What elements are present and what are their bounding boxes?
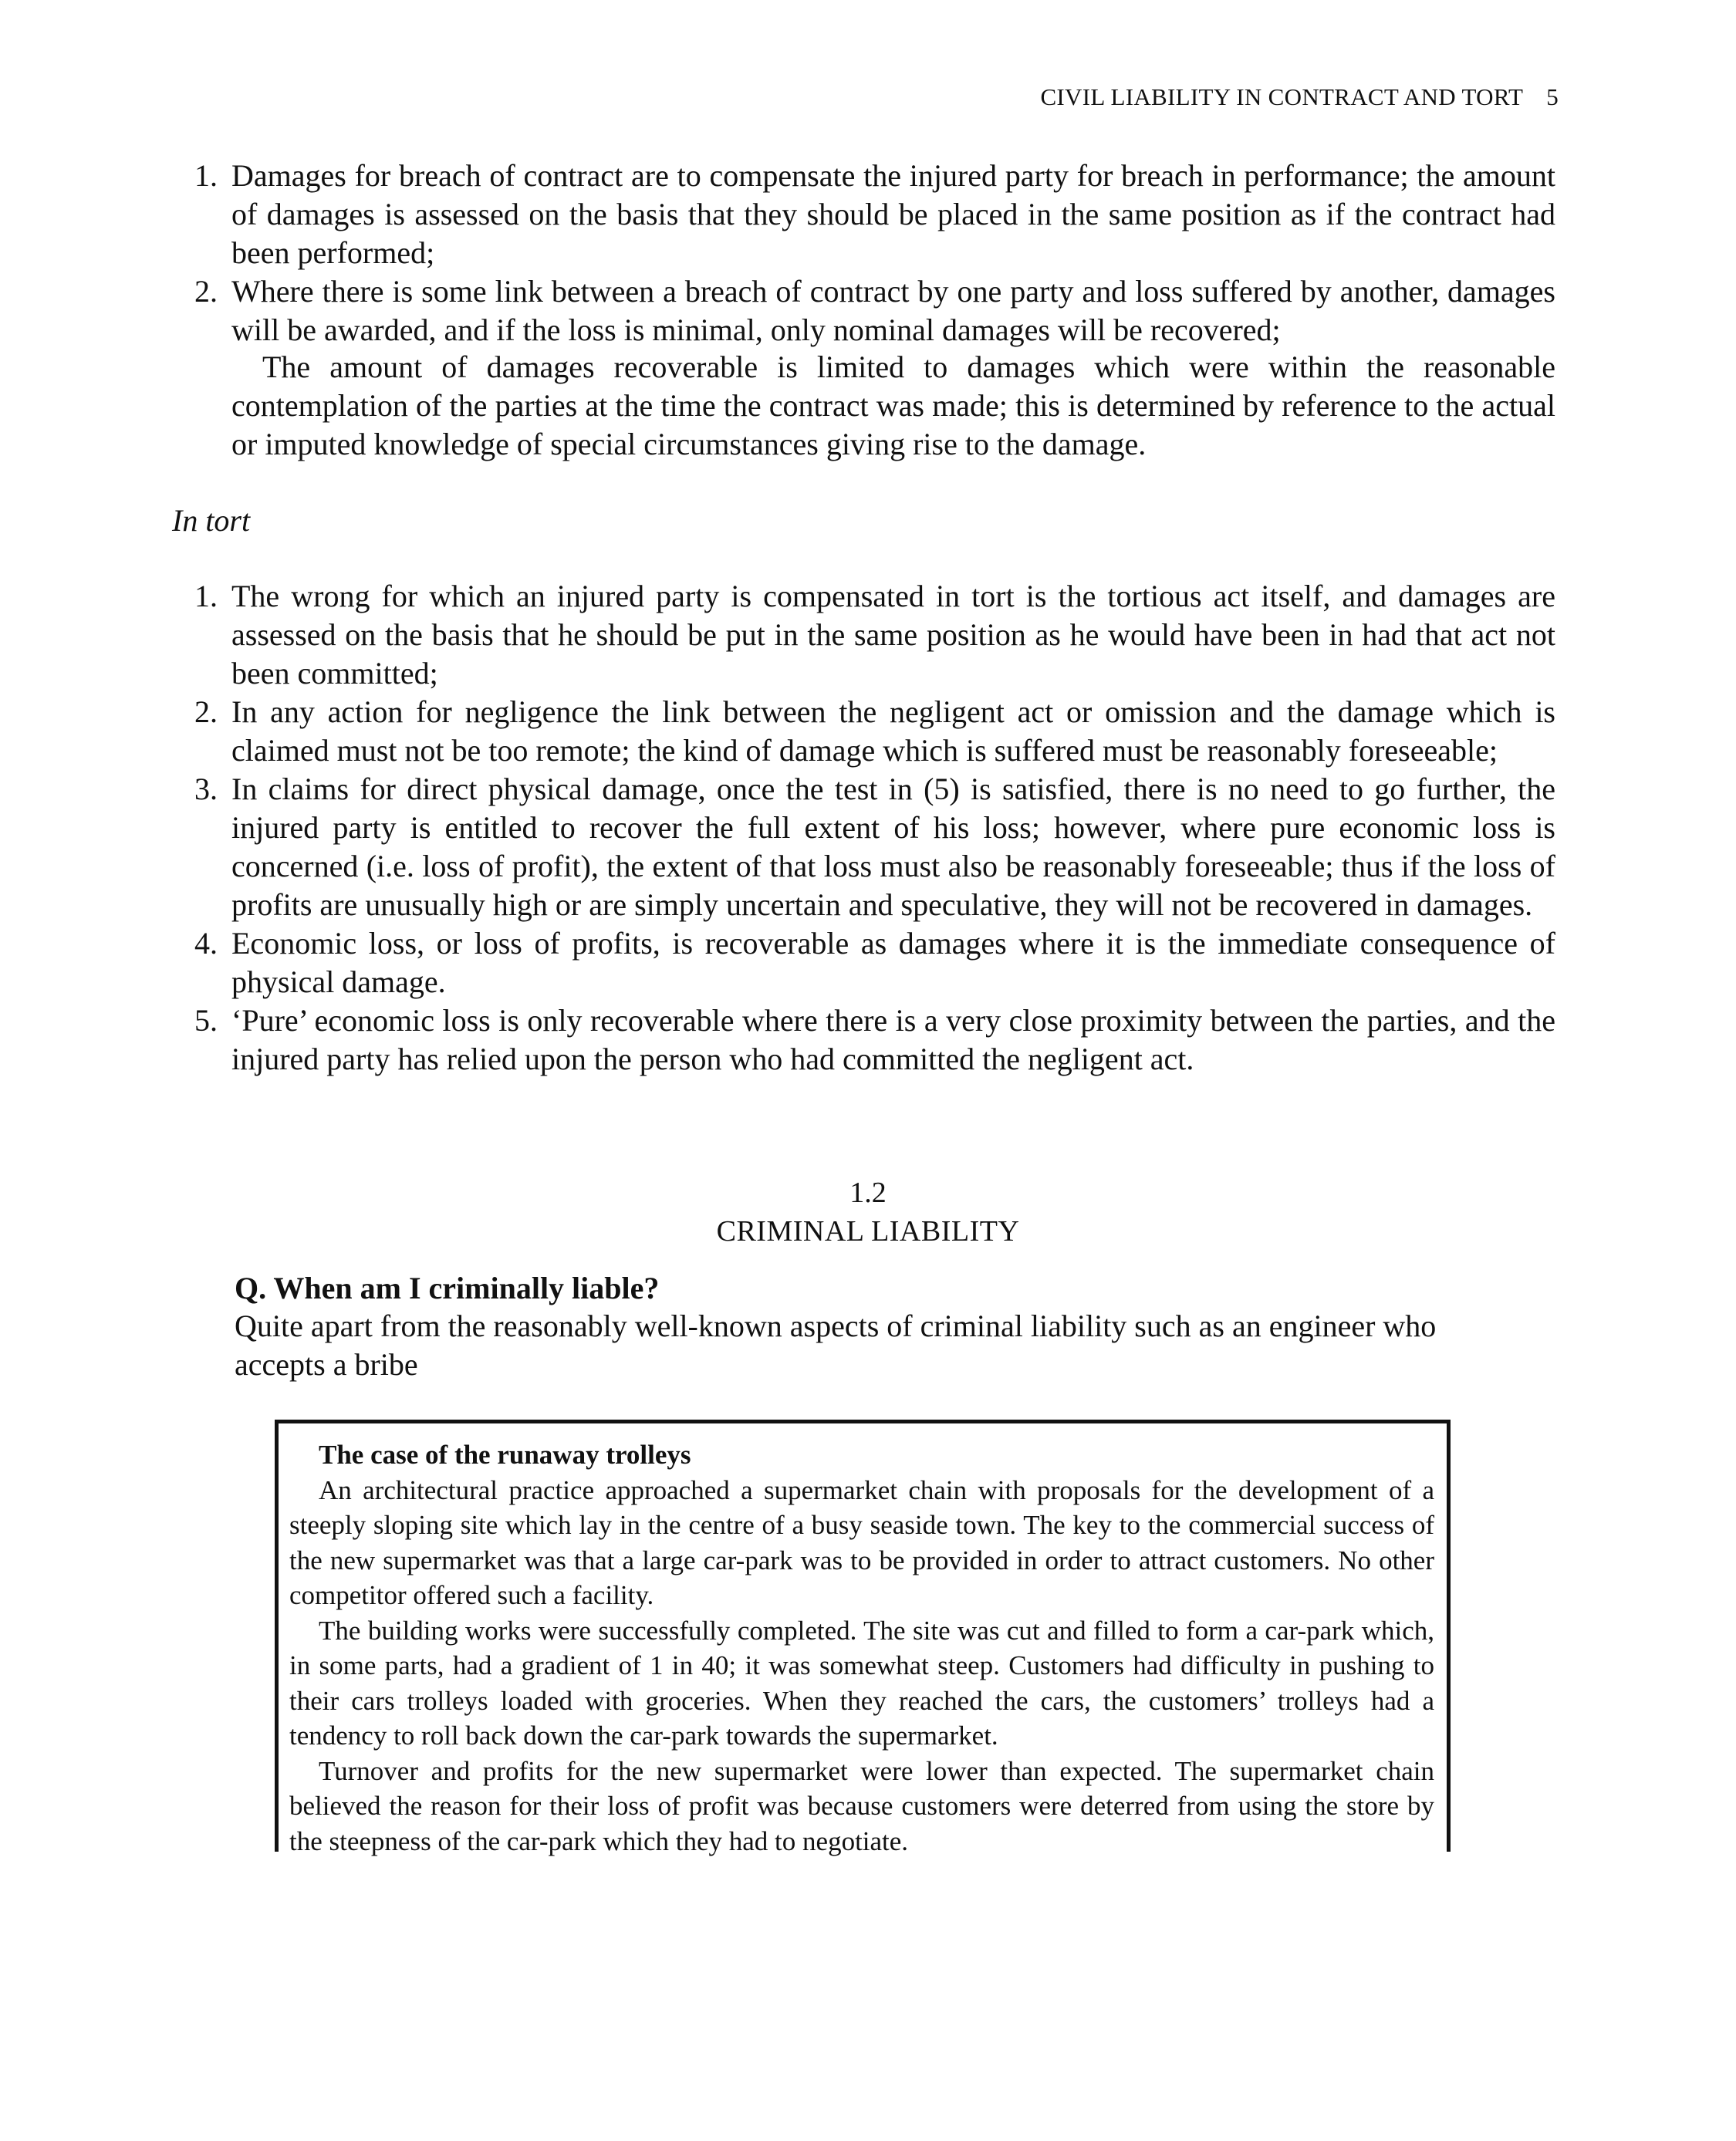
running-header (1040, 83, 1559, 111)
list-item-number: 4. (194, 926, 218, 961)
list-item-number: 2. (194, 274, 218, 309)
case-study-title: The case of the runaway trolleys (319, 1440, 691, 1470)
continuation-paragraph: The amount of damages recoverable is limited to damages which were within the reasonable contemplation of the parties at the time the contract was made; this is determined by reference to the actual or imputed knowledge of special circumstances giving rise to the damage. (231, 350, 1555, 461)
case-study-box (275, 1420, 1451, 1856)
list-item-text: In any action for negligence the link between the negligent act or omission and the damage which is claimed must not be too remote; the kind of damage which is suffered must be reasonably foreseeable; (231, 694, 1555, 768)
list-item-number: 3. (194, 772, 218, 806)
list-item (185, 924, 1555, 1001)
section-title: CRIMINAL LIABILITY (716, 1215, 1020, 1248)
tort-subheading: In tort (172, 503, 251, 538)
list-item (185, 157, 1555, 272)
case-study-paragraph: The building works were successfully completed. The site was cut and filled to form a car-park which, in some parts, had a gradient of 1 in 40; it was somewhat steep. Customers had difficulty in pushing to their cars trolleys loaded with groceries. When they reached the cars, the customers’ trolleys had a tendency to roll back down the car-park towards the supermarket. (289, 1615, 1434, 1751)
list-item (185, 577, 1555, 693)
section-number: 1.2 (849, 1177, 887, 1209)
list-item-number: 5. (194, 1003, 218, 1038)
answer-paragraph: Quite apart from the reasonably well-known aspects of criminal liability such as an engineer who accepts a bribe (235, 1309, 1437, 1382)
list-item-text: In claims for direct physical damage, once the test in (5) is satisfied, there is no need to go further, the injured party is entitled to recover the full extent of his loss; however, where pure economic loss is concerned (i.e. loss of profit), the extent of that loss must also be reasonably foreseeable; thus if the loss of profits are unusually high or are simply uncertain and speculative, they will not be recovered in damages. (231, 772, 1555, 922)
question-heading: Q. When am I criminally liable? (235, 1271, 660, 1305)
list-item-text: Where there is some link between a breach of contract by one party and loss suffered by another, damages will be awarded, and if the loss is minimal, only nominal damages will be recovered; (231, 274, 1555, 347)
list-item-text: Economic loss, or loss of profits, is recoverable as damages where it is the immediate consequence of physical damage. (231, 926, 1555, 999)
running-title: CIVIL LIABILITY IN CONTRACT AND TORT (1040, 83, 1524, 110)
page-number: 5 (1546, 83, 1559, 110)
list-item (185, 693, 1555, 770)
case-study-paragraph: Turnover and profits for the new supermarket were lower than expected. The supermarket chain believed the reason for their loss of profit was because customers were deterred from using the store by the steepness of the car-park which they had to negotiate. (289, 1755, 1434, 1856)
list-item-text: Damages for breach of contract are to compensate the injured party for breach in performance; the amount of damages is assessed on the basis that they should be placed in the same position as if the contract had been performed; (231, 158, 1555, 270)
list-item-number: 1. (194, 579, 218, 613)
list-item-number: 2. (194, 694, 218, 729)
list-item (185, 1001, 1555, 1079)
tort-list (185, 577, 1555, 1079)
contract-damages-list (185, 157, 1555, 350)
list-item (185, 770, 1555, 924)
list-item-text: The wrong for which an injured party is compensated in tort is the tortious act itself, and damages are assessed on the basis that he should be put in the same position as he would have been in had that act not been committed; (231, 579, 1555, 691)
list-item-number: 1. (194, 158, 218, 193)
list-item (185, 272, 1555, 350)
list-item-text: ‘Pure’ economic loss is only recoverable where there is a very close proximity between the parties, and the injured party has relied upon the person who had committed the negligent act. (231, 1003, 1555, 1076)
case-study-paragraph: An architectural practice approached a supermarket chain with proposals for the development of a steeply sloping site which lay in the centre of a busy seaside town. The key to the commercial success of the new supermarket was that a large car-park was to be provided in order to attract customers. No other competitor offered such a facility. (289, 1474, 1434, 1610)
